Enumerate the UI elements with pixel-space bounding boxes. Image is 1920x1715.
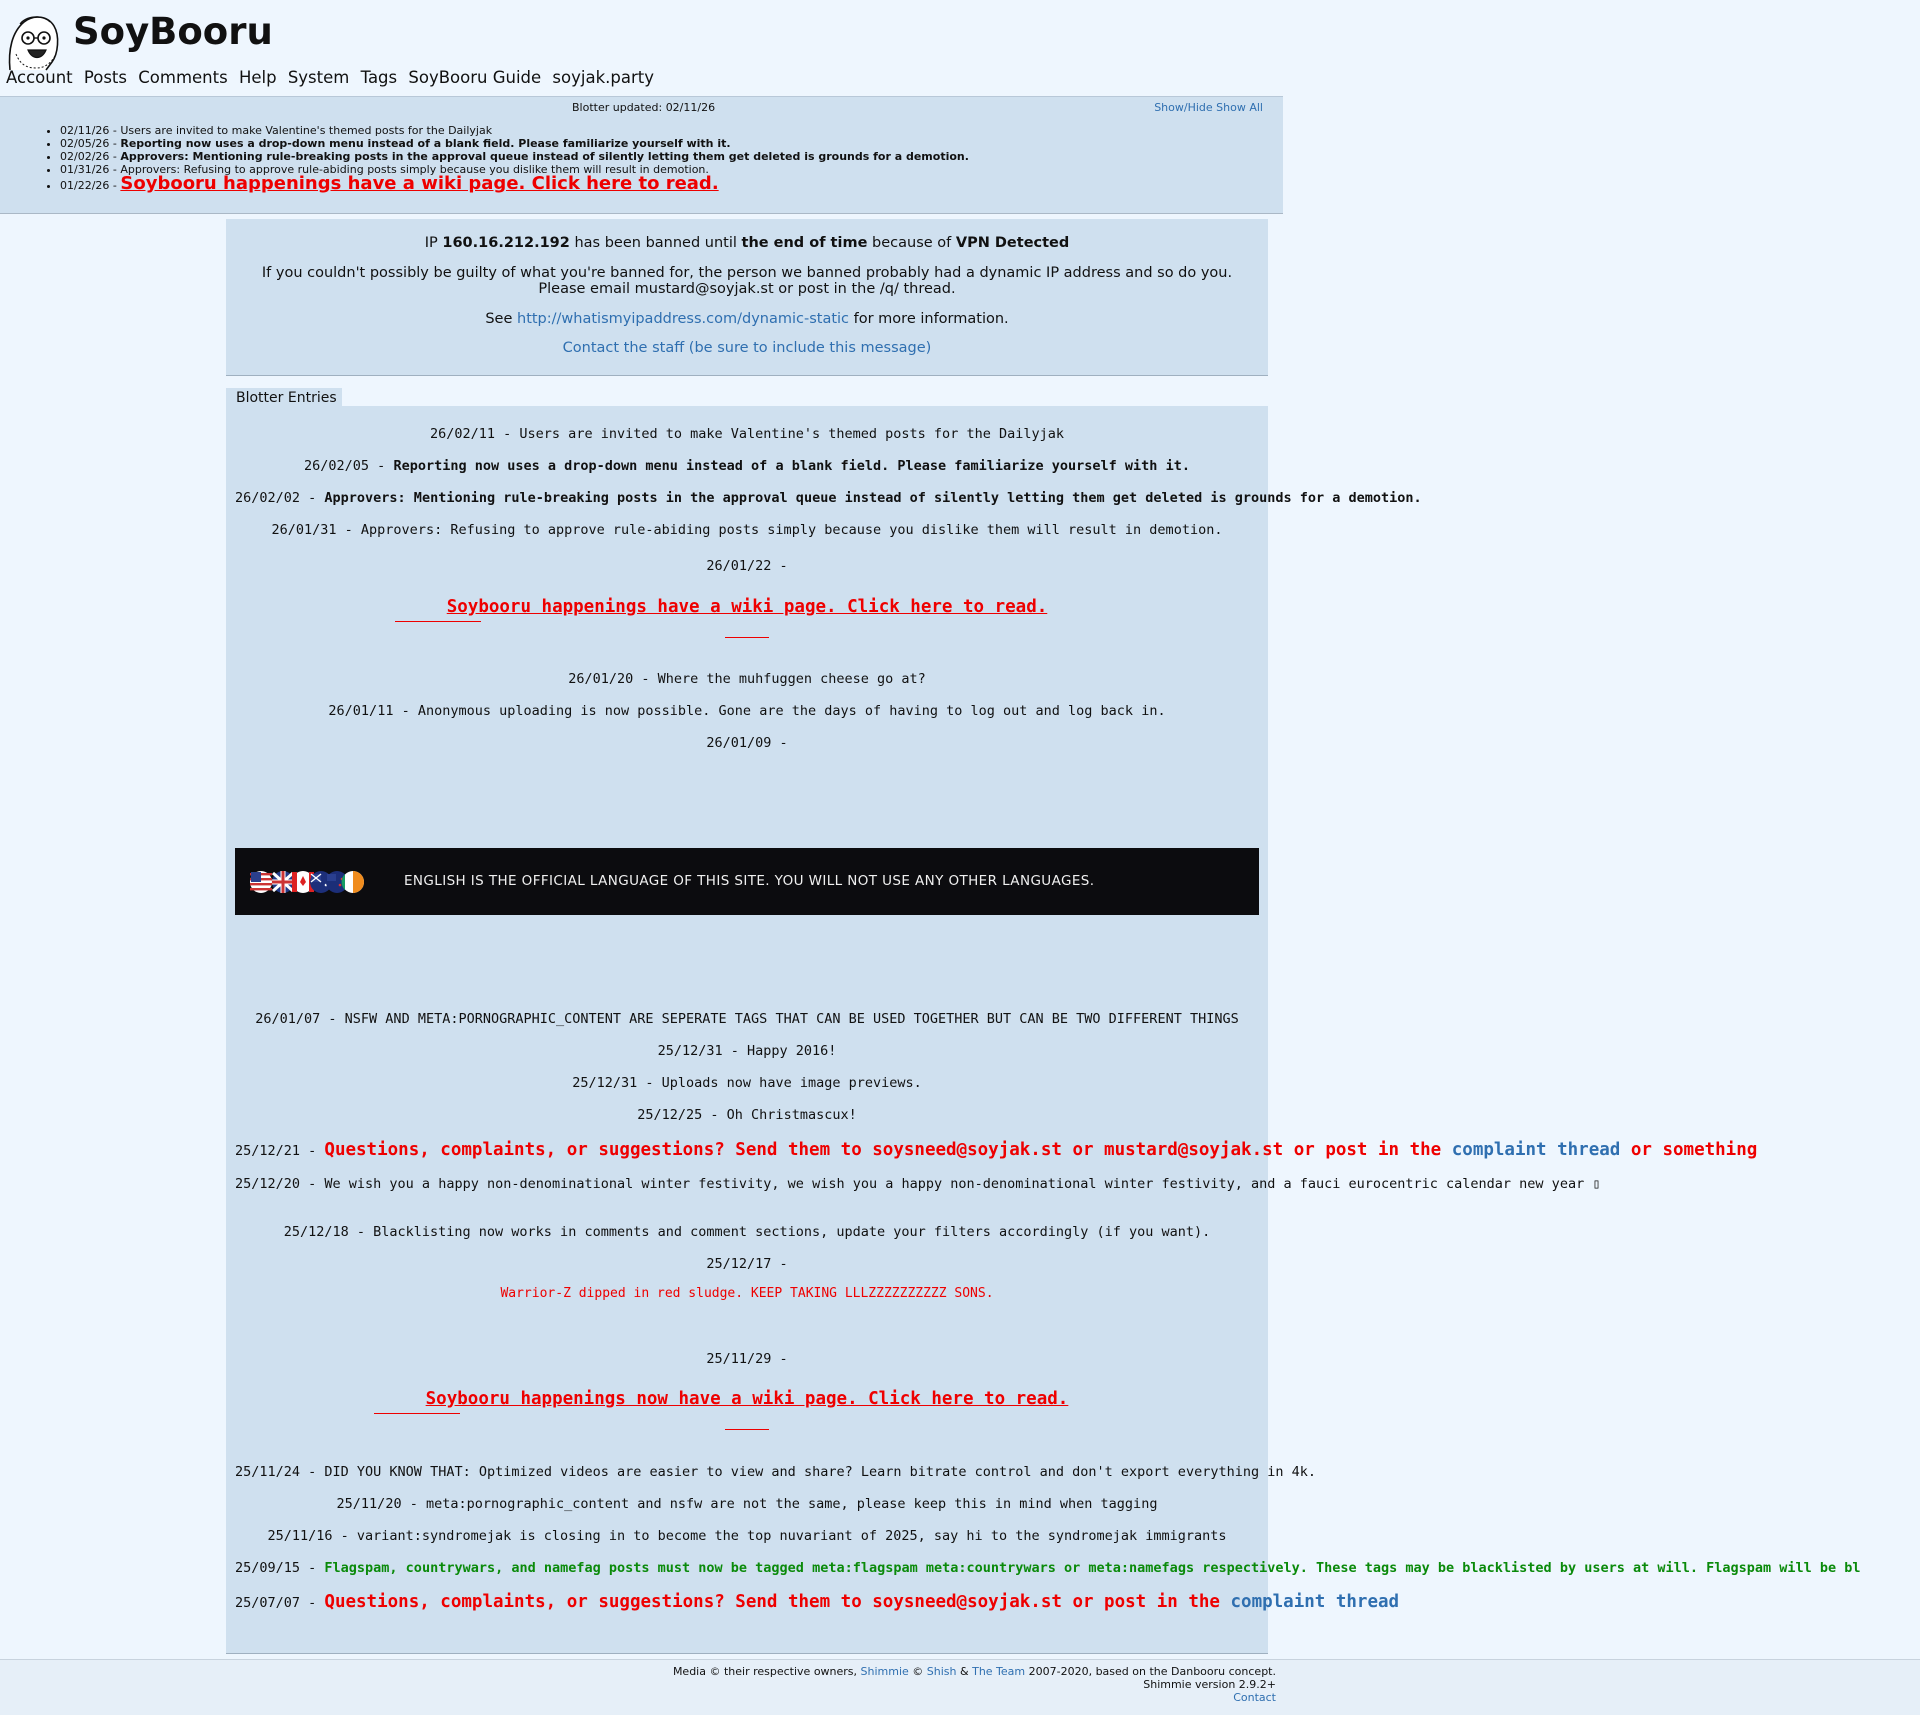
- shimmie-link[interactable]: Shimmie: [860, 1665, 909, 1678]
- blotter-entry: [235, 1560, 1920, 1576]
- ban-see: [226, 311, 1268, 327]
- dynamic-ip-link[interactable]: http://whatismyipaddress.com/dynamic-static: [517, 311, 850, 327]
- blotter-date: 02/05/26 -: [60, 137, 121, 150]
- blotter-date: 02/02/26 -: [60, 150, 121, 163]
- entry-text: Reporting now uses a drop-down menu instead of a blank field. Please familiarize yourself with it.: [393, 458, 1190, 474]
- blotter-entries-tab[interactable]: Blotter Entries: [226, 388, 342, 408]
- blotter-toggle-link[interactable]: Show/Hide: [1154, 101, 1213, 114]
- flag-ireland-icon: [342, 871, 364, 893]
- ban-text: IP: [424, 235, 443, 251]
- blotter-entry: 25/12/25 - Oh Christmascux!: [637, 1107, 857, 1123]
- footer-credit-text: 2007-2020, based on the Danbooru concept.: [1025, 1665, 1276, 1678]
- shish-link[interactable]: Shish: [926, 1665, 957, 1678]
- blotter-entry: 25/11/20 - meta:pornographic_content and nsfw are not the same, please keep this in mind when tagging: [336, 1496, 1158, 1512]
- flags-icon: [249, 870, 369, 894]
- site-title[interactable]: SoyBooru: [73, 10, 273, 53]
- blotter-date: 01/22/26 -: [60, 179, 121, 192]
- blotter-item: [60, 124, 969, 137]
- blotter-text: Approvers: Mentioning rule-breaking posts in the approval queue instead of silently letting them get deleted is grounds for a demotion.: [120, 150, 969, 163]
- english-only-banner: [235, 848, 1259, 915]
- footer-contact-link[interactable]: Contact: [1233, 1691, 1276, 1704]
- complaint-thread-link[interactable]: complaint thread: [1451, 1140, 1621, 1160]
- site-header: [0, 0, 1300, 96]
- ban-text: because of: [867, 235, 956, 251]
- blotter-item: [60, 150, 969, 163]
- wiki-link[interactable]: Soybooru happenings have a wiki page. Click here to read.: [446, 597, 1048, 617]
- footer-version: Shimmie version 2.9.2+: [1143, 1678, 1276, 1691]
- ban-reason: VPN Detected: [955, 235, 1070, 251]
- blotter-entry: 25/12/20 - We wish you a happy non-denominational winter festivity, we wish you a happy non-denominational winter festivity, and a fauci eurocentric calendar new year ▯: [235, 1176, 1601, 1192]
- nav-soyjak-party[interactable]: soyjak.party: [552, 68, 654, 87]
- nav-help[interactable]: Help: [238, 68, 277, 87]
- ban-notice: [226, 219, 1268, 376]
- blotter-entry: [226, 1389, 1268, 1409]
- blotter-text: Users are invited to make Valentine's themed posts for the Dailyjak: [120, 124, 493, 137]
- footer-credits: [673, 1665, 1276, 1678]
- blotter-entry: 26/01/07 - NSFW AND META:PORNOGRAPHIC_CONTENT ARE SEPERATE TAGS THAT CAN BE USED TOGETHER BUT CAN BE TWO DIFFERENT THINGS: [255, 1011, 1239, 1027]
- soyjak-logo-icon[interactable]: [2, 10, 64, 72]
- nav-comments[interactable]: Comments: [138, 68, 228, 87]
- wiki-link[interactable]: Soybooru happenings have a wiki page. Click here to read.: [120, 173, 719, 194]
- blotter-date: 01/31/26 -: [60, 163, 121, 176]
- ban-see-text: for more information.: [849, 311, 1009, 327]
- blotter-entry: 26/01/20 - Where the muhfuggen cheese go at?: [568, 671, 926, 687]
- footer-text: [673, 1665, 1276, 1704]
- blotter-entry: 25/12/18 - Blacklisting now works in comments and comment sections, update your filters accordingly (if you want).: [283, 1224, 1211, 1240]
- top-blotter: [0, 96, 1283, 214]
- ban-explanation: If you couldn't possibly be guilty of what you're banned for, the person we banned probably had a dynamic IP address and so do you. Please email mustard@soyjak.st or post in the /q/ thread.: [261, 265, 1233, 297]
- link-underline: [725, 637, 769, 638]
- entry-date: 26/02/05 -: [304, 458, 394, 474]
- blotter-entry: 26/01/31 - Approvers: Refusing to approve rule-abiding posts simply because you dislike them will result in demotion.: [271, 522, 1223, 538]
- link-underline: [395, 621, 481, 622]
- blotter-entries: [226, 406, 1861, 1654]
- nav-account[interactable]: Account: [6, 68, 73, 87]
- link-underline: [725, 1429, 769, 1430]
- ban-headline: [226, 235, 1268, 251]
- blotter-date: 02/11/26 -: [60, 124, 121, 137]
- blotter-text: Reporting now uses a drop-down menu instead of a blank field. Please familiarize yourself with it.: [120, 137, 731, 150]
- blotter-entry: 26/02/11 - Users are invited to make Valentine's themed posts for the Dailyjak: [430, 426, 1064, 442]
- blotter-entry: Warrior-Z dipped in red sludge. KEEP TAKING LLLZZZZZZZZZZ SONS.: [500, 1286, 994, 1301]
- complaint-thread-link[interactable]: complaint thread: [1230, 1592, 1400, 1612]
- blotter-entry-date: 26/01/09 -: [706, 735, 788, 751]
- blotter-item: [60, 137, 969, 150]
- entry-text: Questions, complaints, or suggestions? Send them to soysneed@soyjak.st or post in the: [324, 1592, 1231, 1612]
- blotter-list: [60, 124, 969, 192]
- blotter-entry: 25/11/24 - DID YOU KNOW THAT: Optimized videos are easier to view and share? Learn bitrate control and don't export everything in 4k.: [235, 1464, 1316, 1480]
- wiki-link[interactable]: Soybooru happenings now have a wiki page. Click here to read.: [425, 1389, 1069, 1409]
- link-underline: [374, 1413, 460, 1414]
- entry-text: Flagspam, countrywars, and namefag posts must now be tagged meta:flagspam meta:countrywars or meta:namefags respectively. These tags may be blacklisted by users at will. Flagspam will be bl: [324, 1560, 1861, 1576]
- blotter-entry: 26/01/11 - Anonymous uploading is now possible. Gone are the days of having to log out and log back in.: [328, 703, 1166, 719]
- entry-date: 25/09/15 -: [235, 1560, 325, 1576]
- blotter-entry: [226, 458, 1268, 474]
- entry-date: 25/07/07 -: [235, 1595, 325, 1611]
- ban-contact: [226, 340, 1268, 356]
- contact-staff-link[interactable]: Contact the staff (be sure to include this message): [562, 340, 932, 356]
- blotter-updated: Blotter updated: 02/11/26: [572, 101, 716, 114]
- blotter-entry: 25/12/31 - Uploads now have image previews.: [572, 1075, 922, 1091]
- blotter-item: [60, 173, 969, 194]
- entry-text: Questions, complaints, or suggestions? Send them to soysneed@soyjak.st or mustard@soyjak.st or post in the: [324, 1140, 1452, 1160]
- flag-usa-icon: [250, 871, 272, 893]
- blotter-entry: 25/11/16 - variant:syndromejak is closing in to become the top nuvariant of 2025, say hi to the syndromejak immigrants: [267, 1528, 1227, 1544]
- entry-text: or something: [1620, 1140, 1758, 1160]
- ban-see-text: See: [485, 311, 517, 327]
- nav-posts[interactable]: Posts: [83, 68, 127, 87]
- blotter-entry: [226, 597, 1268, 617]
- footer-credit-text: &: [956, 1665, 973, 1678]
- site-footer: [0, 1659, 1920, 1715]
- blotter-entry: [235, 1592, 1399, 1612]
- entry-date: 25/12/21 -: [235, 1143, 325, 1159]
- footer-credit-text: ©: [908, 1665, 927, 1678]
- nav-soybooru-guide[interactable]: SoyBooru Guide: [408, 68, 542, 87]
- english-only-text: ENGLISH IS THE OFFICIAL LANGUAGE OF THIS SITE. YOU WILL NOT USE ANY OTHER LANGUAGES.: [404, 873, 1095, 889]
- blotter-entry-date: 26/01/22 -: [706, 558, 788, 574]
- blotter-controls: [1154, 101, 1263, 114]
- blotter-show-all-link[interactable]: Show All: [1216, 101, 1263, 114]
- flag-uk-icon: [272, 871, 294, 893]
- blotter-text: Approvers: Refusing to approve rule-abiding posts simply because you dislike them will result in demotion.: [120, 163, 709, 176]
- nav-system[interactable]: System: [287, 68, 350, 87]
- blotter-entry-date: 25/11/29 -: [706, 1351, 788, 1367]
- main-nav: [6, 68, 660, 87]
- blotter-entry: [235, 1140, 1757, 1160]
- ban-text: has been banned until: [569, 235, 742, 251]
- blotter-entry-date: 25/12/17 -: [706, 1256, 788, 1272]
- entry-text: Approvers: Mentioning rule-breaking posts in the approval queue instead of silently letting them get deleted is grounds for a demotion.: [324, 490, 1422, 506]
- team-link[interactable]: The Team: [972, 1665, 1026, 1678]
- nav-tags[interactable]: Tags: [360, 68, 398, 87]
- entry-date: 26/02/02 -: [235, 490, 325, 506]
- blotter-entry: 25/12/31 - Happy 2016!: [657, 1043, 837, 1059]
- ban-ip: 160.16.212.192: [442, 235, 570, 251]
- footer-credit-text: Media © their respective owners,: [672, 1665, 861, 1678]
- ban-until: the end of time: [741, 235, 868, 251]
- blotter-entry: [235, 490, 1422, 506]
